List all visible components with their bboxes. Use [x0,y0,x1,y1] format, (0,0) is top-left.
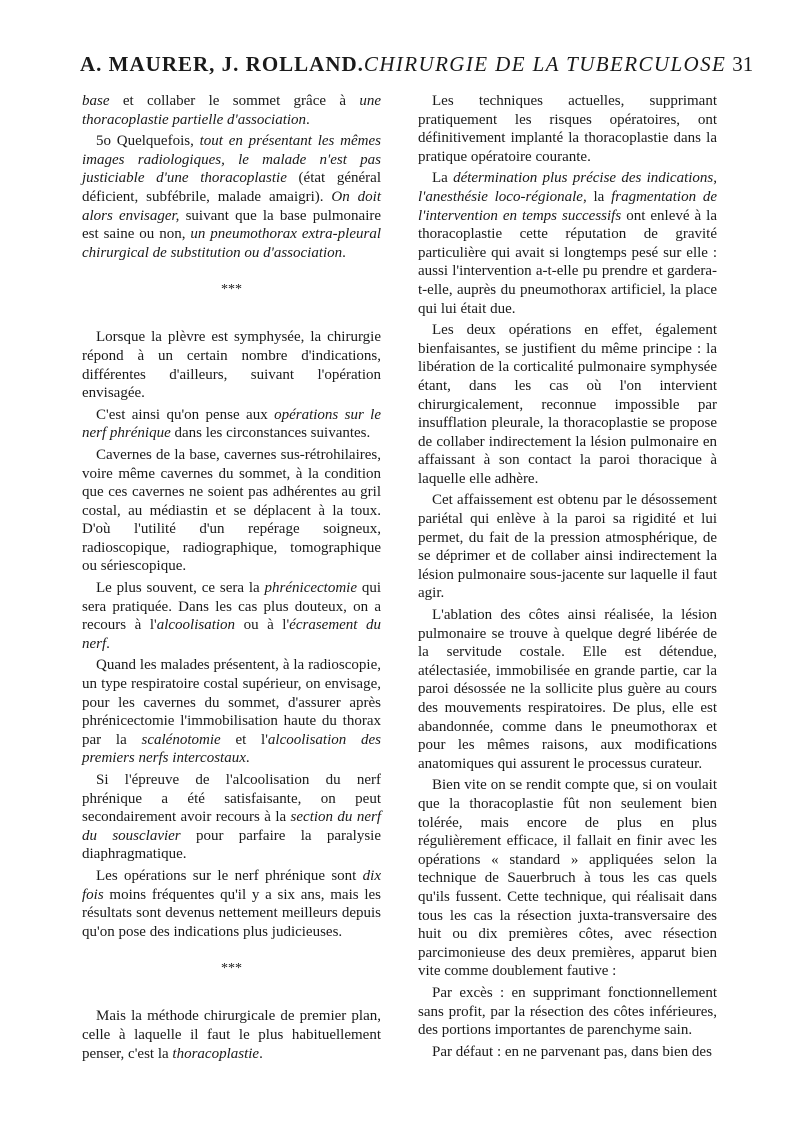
paragraph [82,1007,381,1063]
text-span: . [306,111,310,128]
text-span: dans les circonstances suivantes. [170,425,371,442]
paragraph: Lorsque la plèvre est symphysée, la chirurgie répond à un certain nombre d'indications, différentes d'ailleurs, suivant l'opération envisagée. [82,329,381,402]
paragraph: Bien vite on se rendit compte que, si on voulait que la thoracoplastie fût non seulement bien tolérée, mais encore de plus en plus régulièrement efficace, il fallait en finir avec les opérations « standard » appliquées selon la technique de Sauerbruch à tous les cas quels qu'ils fussent. Cette technique, qui réalisait dans tous les cas la résection juxta-transversaire des huit ou dix premières côtes, avec résection parcimonieuse des deux premières, apparut bien vite comme doublement fautive : [418,777,717,980]
text-span: pour parfaire la paralysie diaphragmatique. [82,827,381,863]
paragraph [82,771,381,864]
right-column [418,92,717,1061]
italic-span: écrasement du nerf [82,617,382,652]
paragraph [82,132,381,262]
paragraph [82,656,381,768]
text-span: . [245,750,250,767]
italic-span: base [82,93,110,109]
asterism-glyph: *** [221,961,242,977]
text-span: Si l'épreuve de l'alcoolisation du nerf phrénique a été satisfaisante, on peut secondairement avoir recours à la [82,772,381,826]
italic-span: dix fois [82,867,381,903]
text-span: (état général déficient, subfébrile, malade amaigri). [82,170,381,205]
text-span: qui sera pratiquée. Dans les cas plus douteux, on a recours à l' [82,580,382,634]
running-header [80,52,754,88]
paragraph: Cavernes de la base, cavernes sus-rétrohilaires, voire même cavernes du sommet, à la condition que ces cavernes ne soient pas adhérentes au gril costal, au médiastin et se déplacent à la toux. D'où l'utilité d'un repérage soigneux, radioscopique, radiographique, tomographique ou sériescopique. [82,446,381,575]
paragraph [82,92,381,129]
italic-span: scalénotomie [141,731,221,748]
text-span: ou à l' [235,617,290,634]
text-span: C'est ainsi qu'on pense aux [96,406,275,423]
text-span: Les opérations sur le nerf phrénique sont [96,867,363,884]
paragraph [82,579,381,653]
asterism-glyph: *** [221,282,242,298]
paragraph [418,169,717,318]
italic-span: On doit alors envisager, [82,188,381,224]
text-span: suivant que la base pulmonaire est saine ou non, [82,207,382,243]
italic-span: l'anesthésie loco-régionale [418,188,583,205]
text-span: moins fréquentes qu'il y a six ans, mais les résultats sont devenus nettement meilleurs depuis qu'on pose des indications plus judicieuses. [82,886,381,940]
text-span: . [342,244,346,261]
text-span: . [106,635,110,652]
italic-span: thoracoplastie [172,1045,260,1062]
italic-span: alcoolisation des premiers nerfs intercostaux [82,731,381,767]
text-span: La [432,170,454,187]
text-span: , la [582,188,612,205]
paragraph: Les deux opérations en effet, également bienfaisantes, se justifient du même principe : la libération de la corticalité pulmonaire symphysée étant, dans les cas où l'on intervient chirurgicalement, reconnue impossible par insufflation pleurale, la thoracoplastie se propose de collaber indirectement la lésion pulmonaire en affaissant à son contact la paroi thoracique à laquelle elle adhère. [418,322,717,487]
text-span: , [713,170,717,187]
paragraph: Les techniques actuelles, supprimant pratiquement les risques opératoires, ont définitivement implanté la thoracoplastie dans la pratique opératoire courante. [418,93,717,165]
paragraph [82,867,381,941]
left-column [82,92,381,1063]
text-span: . [259,1045,263,1062]
paragraph: Par défaut : en ne parvenant pas, dans bien des [432,1043,712,1060]
italic-span: opérations sur le nerf phrénique [82,406,381,442]
section-separator [82,284,381,296]
paragraph [82,406,381,443]
paragraph: L'ablation des côtes ainsi réalisée, la lésion pulmonaire se trouve à quelque degré libérée de la servitude costale. Elle est détendue, atélectasiée, immobilisée en grande partie, car la paroi désossée ne la sollicite plus guère au cours des mouvements respiratoires. De plus, elle est abandonnée, comme dans le pneumothorax et pour les mêmes raisons, aux modifications anatomiques qui assurent le processus curateur. [418,607,717,772]
text-span: 5o Quelquefois, [96,133,200,150]
italic-span: une thoracoplastie partielle d'association [82,93,381,128]
paragraph: Cet affaissement est obtenu par le désossement pariétal qui enlève à la paroi sa rigidité et lui permet, du fait de la pression atmosphérique, de se déprimer et de collaber ainsi indirectement la lésion pulmonaire sous-jacente sur laquelle il faut agir. [418,492,717,602]
italic-span: alcoolisation [156,617,236,634]
text-span: ont enlevé à la thoracoplastie cette réputation de gravité particulière qui avait si longtemps pesé sur elle : aussi l'intervention a-t-elle pu prendre et gardera-t-elle, auprès du pneumothorax artificiel, la place qui lui était due. [418,207,717,317]
text-span: et l' [220,731,268,748]
paragraph: Par excès : en supprimant fonctionnellement sans profit, par la résection des côtes inférieures, des portions importantes de parenchyme sain. [418,984,717,1039]
italic-span: phrénicectomie [264,580,357,597]
text-span: Mais la méthode chirurgicale de premier plan, celle à laquelle il faut le plus habituellement penser, c'est la [82,1008,381,1062]
italic-span: section du nerf du sousclavier [82,809,381,844]
italic-span: un pneumothorax extra-pleural chirurgical de substitution ou d'association [82,226,381,261]
italic-span: fragmentation de l'intervention en temps successifs [418,188,718,224]
text-span: et collaber le sommet grâce à [109,93,360,109]
italic-span: tout en présentant les mêmes images radiologiques, le malade n'est pas justiciable d'une thoracoplastie [82,133,381,187]
page-number: 31 [732,52,754,76]
italic-span: détermination plus précise des indications [453,170,714,187]
text-span: Quand les malades présentent, à la radioscopie, un type respiratoire costal supérieur, on envisage, pour les cavernes du sommet, d'assurer après phrénicectomie l'immobilisation haute du thorax par la [82,657,381,748]
header-authors: A. MAURER, J. ROLLAND. [80,52,364,76]
header-title: CHIRURGIE DE LA TUBERCULOSE [363,52,727,76]
section-separator [82,963,381,975]
text-span: Le plus souvent, ce sera la [96,580,265,597]
